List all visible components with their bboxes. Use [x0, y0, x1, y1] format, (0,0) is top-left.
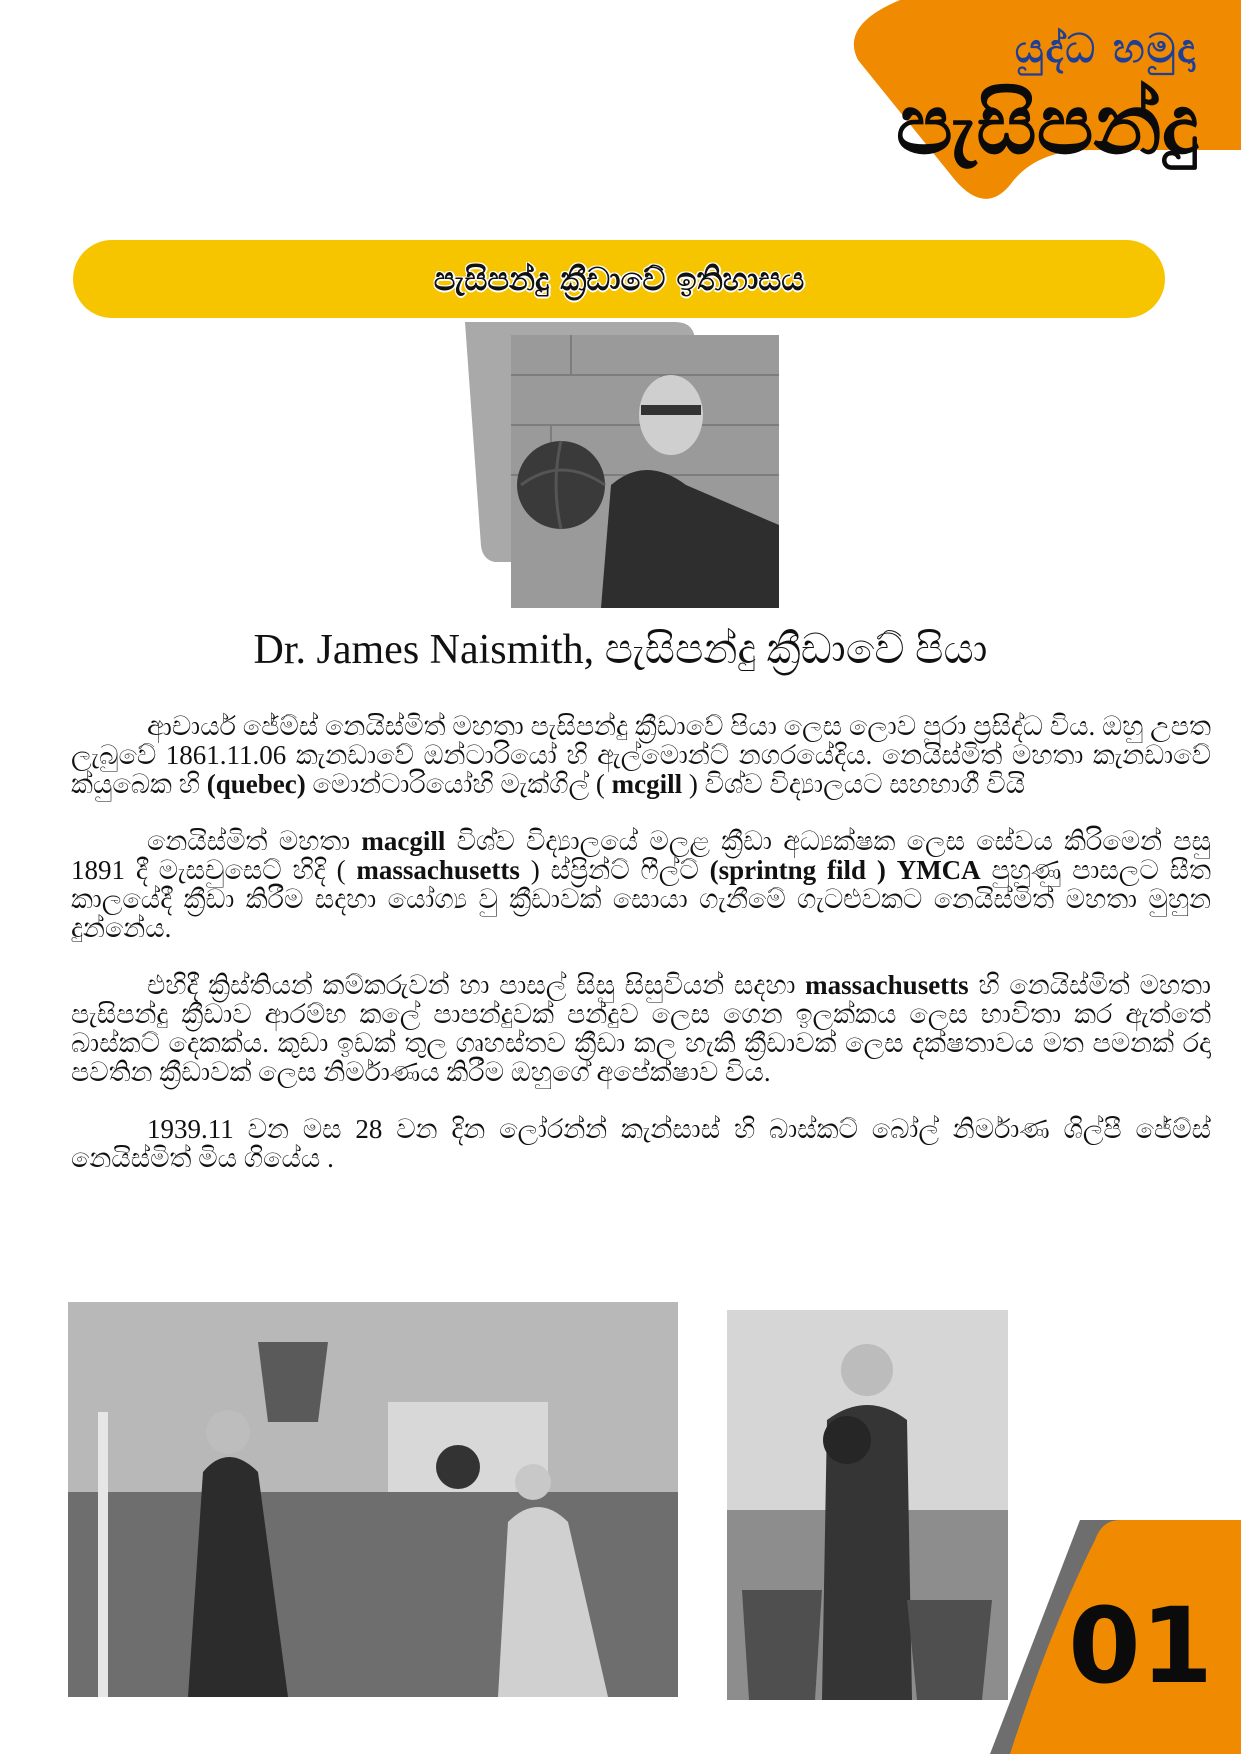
brand-subtitle: යුද්ධ හමුදා [1014, 26, 1197, 72]
section-title: පැසිපන්දු ක්‍රීඩාවේ ඉතිහාසය [433, 259, 805, 298]
brand-title: පැසිපන්දු [895, 75, 1199, 173]
portrait-caption: Dr. James Naismith, පැසිපන්දු ක්‍රීඩාවේ පියා [253, 627, 988, 673]
paragraph-origin: එහිදී ක්‍රිස්තියන් කම්කරුවන් හා පාසල් සිසු සිසුවියන් සදහා massachusetts හි නෙයිස්මිත් මහතා පැසිපන්දු ක්‍රීඩාව ආරම්භ කලේ පාපන්දුවක් පන්දුව ලෙස ගෙන ඉලක්කය ලෙස භාවිතා කර ඇත්තේ බාස්කට් දෙකක්ය. කුඩා ඉඩක් තුල ගෘහස්තව ක්‍රීඩා කල හැකි ක්‍රීඩාවක් ලෙස දක්ෂතාවය මත පමනක් රදා පවතින ක්‍රීඩාවක් ලෙස නිර්මාණය කිරීම ඔහුගේ අපේක්ෂාව විය. [71, 970, 1211, 1087]
paragraph-ymca: නෙයිස්මිත් මහතා macgill විශ්ව විද්‍යාලයේ මලළ ක්‍රීඩා අධ්‍යක්ෂක ලෙස සේවය කිරිමෙන් පසු 1891 දී මැසචුසෙට් හිදි ( massachusetts ) ස්ප්‍රින්ට් ෆීල්ට් (sprintng fild ) YMCA පුහුණු පාසලට සීත කාලයේදී ක්‍රීඩා කිරීම සදහා යෝග්‍ය වු ක්‍රීඩාවක් සොයා ගැනීමේ ගැටළුවකට නෙයිස්මිත් මහතා මුහුන දුන්නේය. [71, 826, 1211, 943]
paragraph-birth: ආචාර්ය ජේම්ස් නෙයිස්මිත් මහතා පැසිපන්දු ක්‍රීඩාවේ පියා ලෙස ලොව පුරා ප්‍රසිද්ධ විය. ඔහු උපත ලැබුවේ 1861.11.06 කැනඩාවේ ඔන්ටාරියෝ හි ඇල්මොන්ට් නගරයේදිය. නෙයිස්මිත් මහතා කැනඩාවේ ක්යුබෙක හි (quebec) මොන්ටාරියෝහි මැක්ගිල් ( mcgill ) විශ්ව විද්‍යාලයට සහභාගී වියි [71, 711, 1211, 799]
paragraph-death: 1939.11 වන මස 28 වන දින ලෝරන්න් කැන්සාස් හි බාස්කට් බෝල් නිර්මාණ ශිල්පී ජේම්ස් නෙයිස්මිත් මිය ගියේය . [71, 1114, 1211, 1173]
page-number: 01 [1068, 1585, 1213, 1707]
vintage-photo-basket-play [68, 1302, 678, 1697]
vintage-photo-standing [727, 1310, 1008, 1700]
portrait-photo [511, 335, 779, 608]
history-text [71, 712, 1211, 1173]
section-title-banner [73, 240, 1165, 318]
